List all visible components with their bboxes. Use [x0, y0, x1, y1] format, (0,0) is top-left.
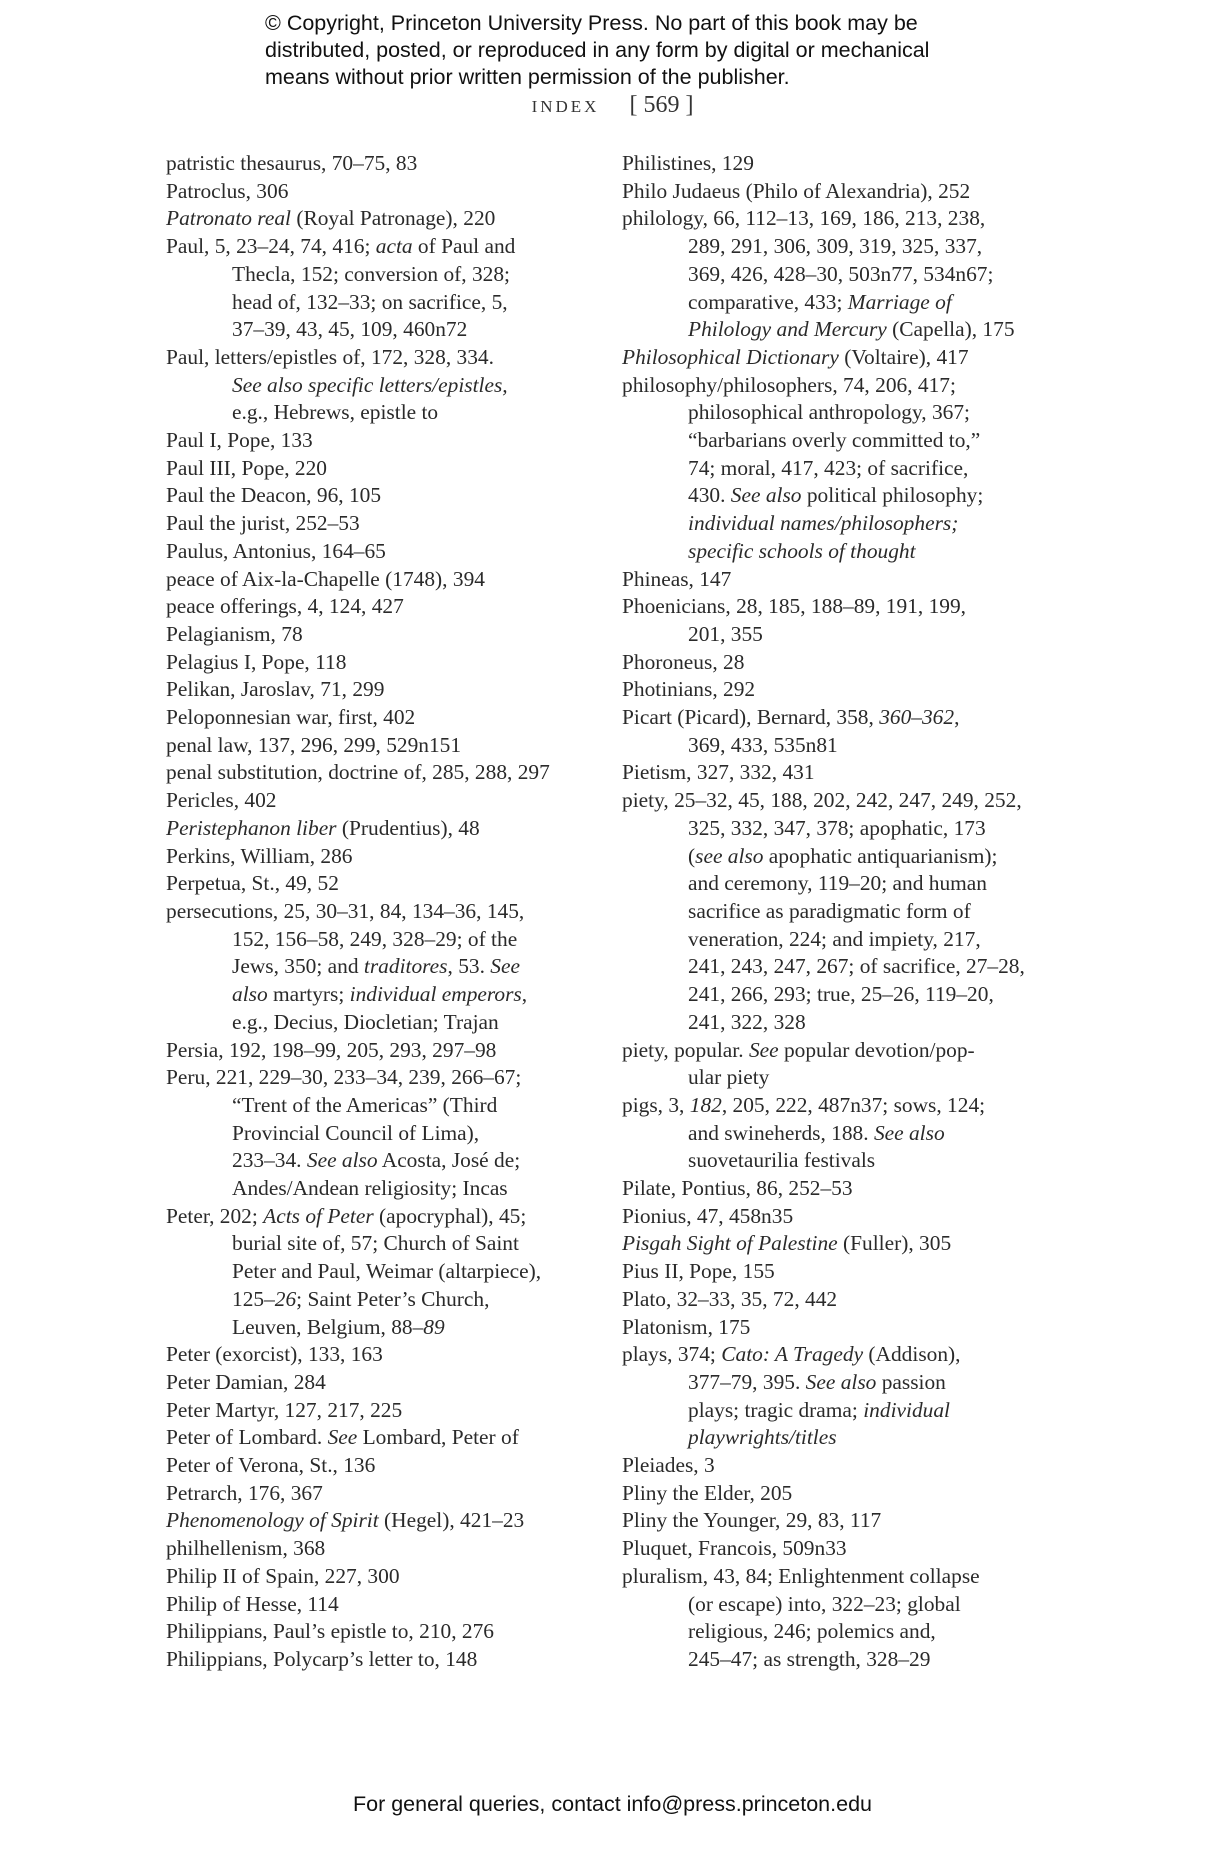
- index-entry-line: Perpetua, St., 49, 52: [166, 871, 339, 896]
- index-entry-continuation: 152, 156–58, 249, 328–29; of the: [232, 926, 518, 951]
- index-entry: [166, 649, 586, 677]
- index-entry-line: Pelagius I, Pope, 118: [166, 649, 347, 674]
- index-entry: [622, 1230, 1052, 1258]
- index-entry-line: pigs, 3, 182, 205, 222, 487n37; sows, 124;: [622, 1092, 986, 1117]
- index-entry-line: Pelikan, Jaroslav, 71, 299: [166, 677, 385, 702]
- index-entry-continuation: head of, 132–33; on sacrifice, 5,: [232, 289, 508, 314]
- index-entry-line: Paul III, Pope, 220: [166, 455, 328, 480]
- index-entry: [622, 1314, 1052, 1342]
- index-entry-line: peace offerings, 4, 124, 427: [166, 594, 404, 619]
- index-entry-line: philhellenism, 368: [166, 1536, 326, 1561]
- index-entry-continuation: 325, 332, 347, 378; apophatic, 173: [688, 815, 986, 840]
- index-entry-continuation: Philology and Mercury (Capella), 175: [688, 317, 1015, 342]
- index-entry-continuation: 201, 355: [688, 621, 763, 646]
- index-entry-continuation: 377–79, 395. See also passion: [688, 1369, 946, 1394]
- index-entry-continuation: specific schools of thought: [688, 538, 916, 563]
- index-entry-continuation: 289, 291, 306, 309, 319, 325, 337,: [688, 234, 983, 259]
- index-entry-line: Peter, 202; Acts of Peter (apocryphal), 45;: [166, 1203, 527, 1228]
- index-entry: [166, 1507, 586, 1535]
- index-entry-line: Phenomenology of Spirit (Hegel), 421–23: [166, 1508, 525, 1533]
- index-entry-continuation: sacrifice as paradigmatic form of: [688, 898, 971, 923]
- index-entry: [622, 1563, 1052, 1674]
- running-head: [0, 92, 1225, 119]
- index-entry-continuation: 430. See also political philosophy;: [688, 483, 984, 508]
- copyright-line: means without prior written permission of the publisher.: [265, 65, 790, 89]
- footer-contact: For general queries, contact info@press.princeton.edu: [352, 1792, 872, 1816]
- index-entry-continuation: Andes/Andean religiosity; Incas: [232, 1176, 508, 1201]
- index-entry: [622, 759, 1052, 787]
- index-entry: [166, 787, 586, 815]
- index-entry: [166, 759, 586, 787]
- index-entry: [166, 150, 586, 178]
- index-entry-continuation: and swineherds, 188. See also: [688, 1120, 945, 1145]
- index-entry-line: piety, popular. See popular devotion/pop-: [622, 1037, 975, 1062]
- index-entry: [166, 1480, 586, 1508]
- index-entry: [166, 344, 586, 427]
- index-entry-continuation: 241, 322, 328: [688, 1009, 806, 1034]
- index-entry-line: Pericles, 402: [166, 788, 277, 813]
- index-entry-line: Phoroneus, 28: [622, 649, 745, 674]
- index-entry-continuation: 37–39, 43, 45, 109, 460n72: [232, 317, 468, 342]
- index-entry-line: philosophy/philosophers, 74, 206, 417;: [622, 372, 956, 397]
- index-entry: [622, 593, 1052, 648]
- index-column-left: [166, 150, 586, 1674]
- running-head-label: INDEX: [531, 97, 600, 116]
- index-entry-line: Persia, 192, 198–99, 205, 293, 297–98: [166, 1037, 497, 1062]
- index-entry-line: Peter Damian, 284: [166, 1369, 326, 1394]
- index-entry-line: Philosophical Dictionary (Voltaire), 417: [622, 344, 969, 369]
- index-entry: [166, 1369, 586, 1397]
- index-entry-continuation: playwrights/titles: [688, 1425, 837, 1450]
- index-entry-continuation: Thecla, 152; conversion of, 328;: [232, 261, 511, 286]
- index-entry: [166, 1424, 586, 1452]
- index-entry: [166, 233, 586, 344]
- index-entry-line: Perkins, William, 286: [166, 843, 353, 868]
- index-entry: [166, 843, 586, 871]
- index-entry-continuation: 125–26; Saint Peter’s Church,: [232, 1286, 490, 1311]
- index-entry-line: patristic thesaurus, 70–75, 83: [166, 151, 418, 175]
- index-entry: [622, 1480, 1052, 1508]
- index-entry-line: Peru, 221, 229–30, 233–34, 239, 266–67;: [166, 1065, 522, 1090]
- index-entry: [622, 1258, 1052, 1286]
- index-entry-line: Philistines, 129: [622, 151, 754, 175]
- index-entry: [622, 1286, 1052, 1314]
- index-entry-continuation: and ceremony, 119–20; and human: [688, 871, 987, 896]
- index-entry: [166, 870, 586, 898]
- index-entry-line: Philo Judaeus (Philo of Alexandria), 252: [622, 178, 971, 203]
- index-entry-continuation: 245–47; as strength, 328–29: [688, 1646, 931, 1671]
- index-entry-line: Pelagianism, 78: [166, 621, 303, 646]
- index-entry: [622, 1092, 1052, 1175]
- index-entry: [166, 732, 586, 760]
- index-entry: [166, 704, 586, 732]
- index-entry-line: Paulus, Antonius, 164–65: [166, 538, 386, 563]
- index-entry-continuation: comparative, 433; Marriage of: [688, 289, 952, 314]
- index-entry-continuation: ular piety: [688, 1065, 770, 1090]
- index-entry-line: penal substitution, doctrine of, 285, 288, 297: [166, 760, 550, 785]
- index-entry: [622, 344, 1052, 372]
- index-entry-line: Patroclus, 306: [166, 178, 289, 203]
- index-entry: [622, 1452, 1052, 1480]
- index-entry: [166, 455, 586, 483]
- index-entry-continuation: veneration, 224; and impiety, 217,: [688, 926, 981, 951]
- index-entry-line: Platonism, 175: [622, 1314, 751, 1339]
- index-entry-continuation: Provincial Council of Lima),: [232, 1120, 480, 1145]
- index-entry-continuation: 233–34. See also Acosta, José de;: [232, 1148, 521, 1173]
- copyright-line: distributed, posted, or reproduced in any form by digital or mechanical: [265, 38, 930, 62]
- index-entry-continuation: 74; moral, 417, 423; of sacrifice,: [688, 455, 969, 480]
- index-entry-line: Paul the Deacon, 96, 105: [166, 483, 382, 508]
- index-entry-line: Picart (Picard), Bernard, 358, 360–362,: [622, 705, 960, 730]
- index-entry-line: Peter (exorcist), 133, 163: [166, 1342, 383, 1367]
- index-entry: [622, 566, 1052, 594]
- index-entry: [166, 566, 586, 594]
- index-entry: [166, 815, 586, 843]
- index-entry: [166, 538, 586, 566]
- index-column-right: [622, 150, 1052, 1674]
- index-entry: [622, 676, 1052, 704]
- index-entry: [166, 593, 586, 621]
- index-entry-continuation: suovetaurilia festivals: [688, 1148, 876, 1173]
- index-entry-line: persecutions, 25, 30–31, 84, 134–36, 145,: [166, 898, 525, 923]
- index-entry: [166, 676, 586, 704]
- index-entry-continuation: e.g., Hebrews, epistle to: [232, 400, 439, 425]
- index-entry-continuation: Leuven, Belgium, 88–89: [232, 1314, 445, 1339]
- index-entry: [622, 372, 1052, 566]
- index-entry-continuation: Jews, 350; and traditores, 53. See: [232, 954, 520, 979]
- index-entry-line: Plato, 32–33, 35, 72, 442: [622, 1286, 838, 1311]
- index-entry: [622, 1507, 1052, 1535]
- index-entry-line: Patronato real (Royal Patronage), 220: [166, 206, 496, 231]
- index-entry-line: plays, 374; Cato: A Tragedy (Addison),: [622, 1342, 961, 1367]
- index-entry: [622, 1037, 1052, 1092]
- index-entry-line: Pius II, Pope, 155: [622, 1259, 775, 1284]
- index-entry-line: Philip of Hesse, 114: [166, 1591, 339, 1616]
- index-entry-line: Pietism, 327, 332, 431: [622, 760, 815, 785]
- index-entry: [166, 621, 586, 649]
- index-entry-continuation: 369, 426, 428–30, 503n77, 534n67;: [688, 261, 994, 286]
- index-entry-line: Petrarch, 176, 367: [166, 1480, 323, 1505]
- index-entry-line: Pluquet, Francois, 509n33: [622, 1536, 847, 1561]
- index-entry: [166, 482, 586, 510]
- index-entry-line: Pisgah Sight of Palestine (Fuller), 305: [622, 1231, 952, 1256]
- copyright-notice: [265, 10, 1005, 91]
- index-entry: [166, 427, 586, 455]
- index-entry: [166, 1203, 586, 1342]
- index-entry-line: Paul I, Pope, 133: [166, 428, 313, 453]
- index-entry-line: pluralism, 43, 84; Enlightenment collapse: [622, 1563, 980, 1588]
- index-entry-line: Pilate, Pontius, 86, 252–53: [622, 1176, 853, 1201]
- index-entry-line: Phineas, 147: [622, 566, 732, 591]
- index-entry: [166, 898, 586, 1037]
- index-entry: [622, 150, 1052, 178]
- index-entry: [166, 1037, 586, 1065]
- index-entry-line: philology, 66, 112–13, 169, 186, 213, 238,: [622, 206, 986, 231]
- index-entry-line: Pionius, 47, 458n35: [622, 1203, 794, 1228]
- index-entry-line: Pliny the Elder, 205: [622, 1480, 793, 1505]
- index-entry: [622, 1175, 1052, 1203]
- index-entry: [166, 1452, 586, 1480]
- index-entry-continuation: religious, 246; polemics and,: [688, 1619, 936, 1644]
- index-entry: [622, 649, 1052, 677]
- index-entry: [166, 205, 586, 233]
- index-entry: [622, 178, 1052, 206]
- index-entry: [166, 1591, 586, 1619]
- copyright-line: © Copyright, Princeton University Press. No part of this book may be: [265, 11, 918, 35]
- index-entry-continuation: e.g., Decius, Diocletian; Trajan: [232, 1009, 499, 1034]
- index-entry-continuation: (see also apophatic antiquarianism);: [688, 843, 998, 868]
- index-entry: [166, 1618, 586, 1646]
- index-entry: [166, 1341, 586, 1369]
- index-entry-line: Peloponnesian war, first, 402: [166, 705, 416, 730]
- index-entry: [166, 1064, 586, 1203]
- index-entry-line: Pliny the Younger, 29, 83, 117: [622, 1508, 882, 1533]
- index-entry: [622, 787, 1052, 1036]
- index-entry-continuation: 241, 266, 293; true, 25–26, 119–20,: [688, 982, 994, 1007]
- index-entry-continuation: “Trent of the Americas” (Third: [232, 1092, 498, 1117]
- index-entry-line: Philip II of Spain, 227, 300: [166, 1563, 400, 1588]
- index-entry: [622, 205, 1052, 344]
- index-entry: [622, 704, 1052, 759]
- index-entry: [166, 1563, 586, 1591]
- index-entry: [166, 510, 586, 538]
- index-entry-line: piety, 25–32, 45, 188, 202, 242, 247, 249, 252,: [622, 788, 1022, 813]
- index-entry-continuation: “barbarians overly committed to,”: [688, 428, 981, 453]
- index-entry-line: Photinians, 292: [622, 677, 756, 702]
- index-entry-line: penal law, 137, 296, 299, 529n151: [166, 732, 462, 757]
- index-entry-continuation: 369, 433, 535n81: [688, 732, 838, 757]
- index-entry: [166, 1535, 586, 1563]
- index-entry-continuation: 241, 243, 247, 267; of sacrifice, 27–28,: [688, 954, 1025, 979]
- index-entry-continuation: (or escape) into, 322–23; global: [688, 1591, 961, 1616]
- index-entry-line: Paul, 5, 23–24, 74, 416; acta of Paul and: [166, 234, 516, 259]
- index-entry-continuation: individual names/philosophers;: [688, 511, 959, 536]
- index-entry-line: Peter of Lombard. See Lombard, Peter of: [166, 1425, 519, 1450]
- index-entry-line: Peter of Verona, St., 136: [166, 1453, 376, 1478]
- index-entry-line: Peter Martyr, 127, 217, 225: [166, 1397, 403, 1422]
- index-entry-line: Pleiades, 3: [622, 1453, 715, 1478]
- index-entry: [166, 1397, 586, 1425]
- index-entry-continuation: plays; tragic drama; individual: [688, 1397, 950, 1422]
- index-entry-continuation: burial site of, 57; Church of Saint: [232, 1231, 519, 1256]
- page-number: [ 569 ]: [629, 92, 694, 118]
- index-entry-continuation: See also specific letters/epistles,: [232, 372, 508, 397]
- index-entry-line: Philippians, Paul’s epistle to, 210, 276: [166, 1619, 494, 1644]
- index-entry: [166, 178, 586, 206]
- index-entry-continuation: Peter and Paul, Weimar (altarpiece),: [232, 1259, 542, 1284]
- index-entry-line: peace of Aix-la-Chapelle (1748), 394: [166, 566, 485, 591]
- index-entry-line: Paul, letters/epistles of, 172, 328, 334.: [166, 344, 494, 369]
- index-entry: [622, 1203, 1052, 1231]
- index-entry-line: Philippians, Polycarp’s letter to, 148: [166, 1646, 478, 1671]
- index-entry-line: Paul the jurist, 252–53: [166, 511, 360, 536]
- index-entry: [622, 1341, 1052, 1452]
- index-entry-line: Peristephanon liber (Prudentius), 48: [166, 815, 480, 840]
- index-entry-continuation: also martyrs; individual emperors,: [232, 982, 528, 1007]
- index-entry-line: Phoenicians, 28, 185, 188–89, 191, 199,: [622, 594, 967, 619]
- index-entry-continuation: philosophical anthropology, 367;: [688, 400, 971, 425]
- index-entry: [166, 1646, 586, 1674]
- index-entry: [622, 1535, 1052, 1563]
